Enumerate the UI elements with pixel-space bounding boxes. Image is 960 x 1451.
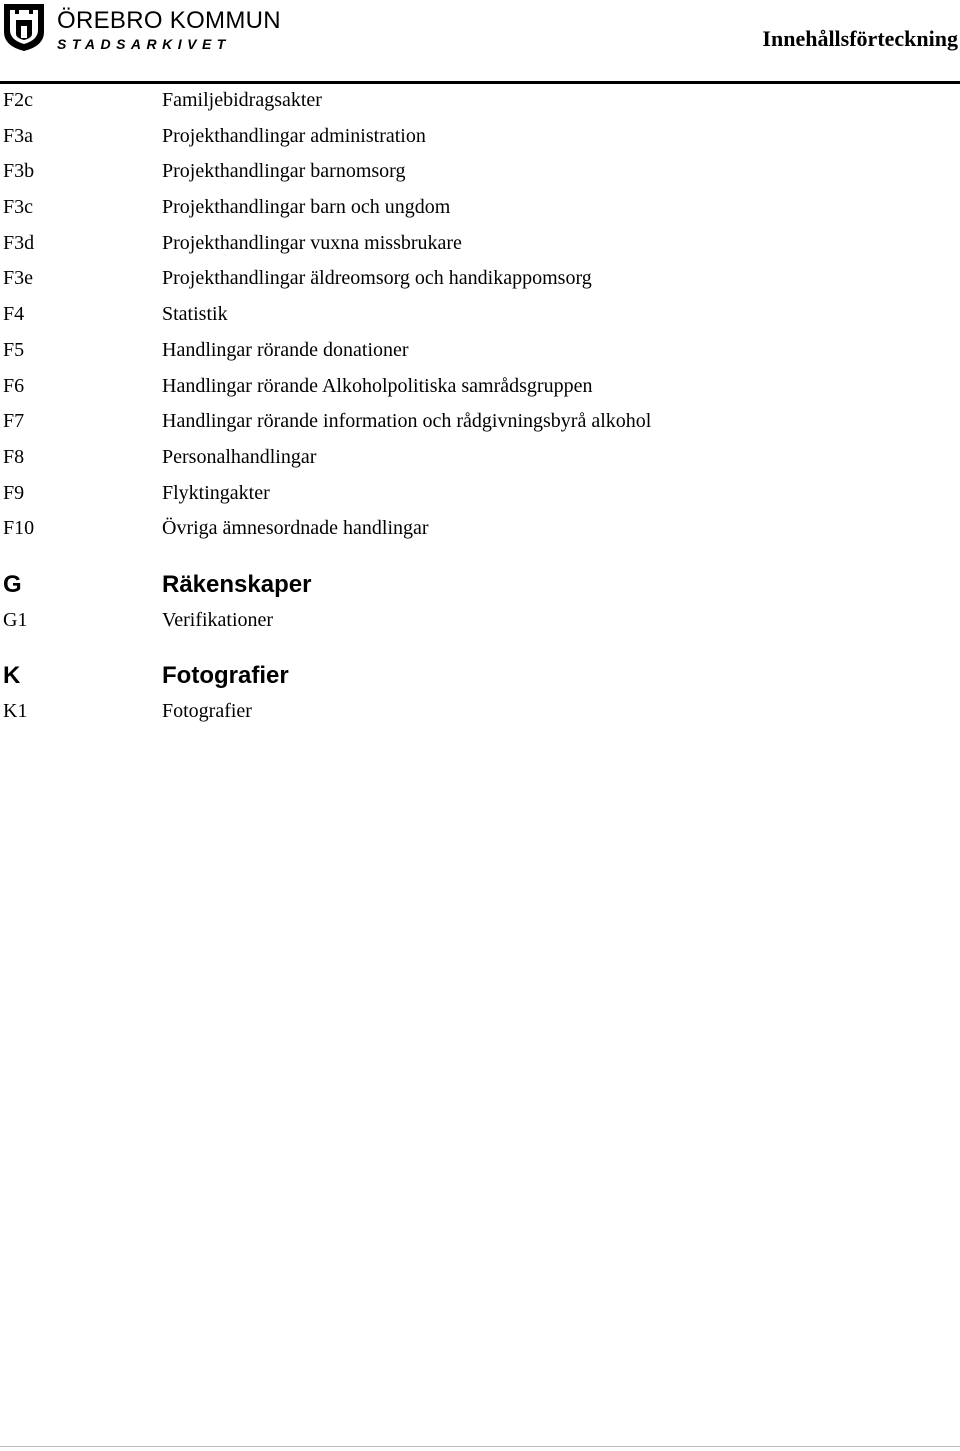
toc-row xyxy=(0,336,960,372)
toc-code: F3e xyxy=(3,267,33,290)
toc-code: F10 xyxy=(3,517,35,540)
toc-label: Flyktingakter xyxy=(162,481,270,504)
toc-group-heading: Fotografier xyxy=(162,662,289,690)
table-of-contents xyxy=(0,86,960,733)
toc-label: Handlingar rörande Alkoholpolitiska samrådsgruppen xyxy=(162,374,593,397)
toc-group-k xyxy=(0,661,960,697)
toc-row xyxy=(0,443,960,479)
toc-label: Verifikationer xyxy=(162,608,274,631)
toc-code: F3a xyxy=(3,124,33,147)
toc-label: Övriga ämnesordnade handlingar xyxy=(162,517,429,540)
toc-code: F3c xyxy=(3,196,33,219)
castle-crest-icon xyxy=(2,2,46,52)
logo-text-stadsarkivet: STADSARKIVET xyxy=(57,36,231,52)
toc-code: F3d xyxy=(3,231,35,254)
toc-code: F3b xyxy=(3,160,35,183)
toc-section-g xyxy=(0,606,960,642)
toc-row xyxy=(0,157,960,193)
header-divider xyxy=(0,81,960,84)
toc-label: Projekthandlingar barn och ungdom xyxy=(162,196,451,219)
toc-row xyxy=(0,514,960,550)
toc-group-g xyxy=(0,570,960,606)
toc-row xyxy=(0,193,960,229)
toc-section-f xyxy=(0,86,960,550)
toc-row xyxy=(0,697,960,733)
toc-code: F5 xyxy=(3,338,25,361)
toc-label: Personalhandlingar xyxy=(162,445,317,468)
toc-label: Projekthandlingar vuxna missbrukare xyxy=(162,231,462,254)
toc-label: Fotografier xyxy=(162,700,252,722)
toc-row xyxy=(0,300,960,336)
orebro-kommun-logo xyxy=(2,2,281,54)
toc-section-k xyxy=(0,697,960,733)
page-header xyxy=(0,0,960,84)
toc-row xyxy=(0,479,960,515)
toc-row xyxy=(0,86,960,122)
toc-code: F4 xyxy=(3,303,25,326)
toc-group-code: G xyxy=(3,570,22,598)
toc-row xyxy=(0,372,960,408)
toc-row xyxy=(0,229,960,265)
toc-label: Handlingar rörande donationer xyxy=(162,338,409,361)
toc-code: F9 xyxy=(3,481,25,504)
toc-row xyxy=(0,606,960,642)
toc-code: F6 xyxy=(3,374,25,397)
toc-code: G1 xyxy=(3,608,28,631)
toc-label: Projekthandlingar administration xyxy=(162,124,426,147)
toc-group-heading: Räkenskaper xyxy=(162,570,312,598)
toc-code: F7 xyxy=(3,410,25,433)
toc-label: Statistik xyxy=(162,303,228,326)
toc-code: K1 xyxy=(3,700,28,722)
toc-group-code: K xyxy=(3,662,21,690)
toc-label: Projekthandlingar barnomsorg xyxy=(162,160,406,183)
toc-row xyxy=(0,122,960,158)
page-title: Innehållsförteckning xyxy=(762,26,958,51)
toc-label: Familjebidragsakter xyxy=(162,89,322,111)
toc-row xyxy=(0,264,960,300)
toc-label: Handlingar rörande information och rådgivningsbyrå alkohol xyxy=(162,410,652,433)
footer-divider xyxy=(0,1446,960,1447)
toc-code: F8 xyxy=(3,445,25,468)
toc-label: Projekthandlingar äldreomsorg och handikappomsorg xyxy=(162,267,592,290)
toc-code: F2c xyxy=(3,89,33,111)
logo-text-kommun: ÖREBRO KOMMUN xyxy=(57,7,281,34)
toc-row xyxy=(0,407,960,443)
